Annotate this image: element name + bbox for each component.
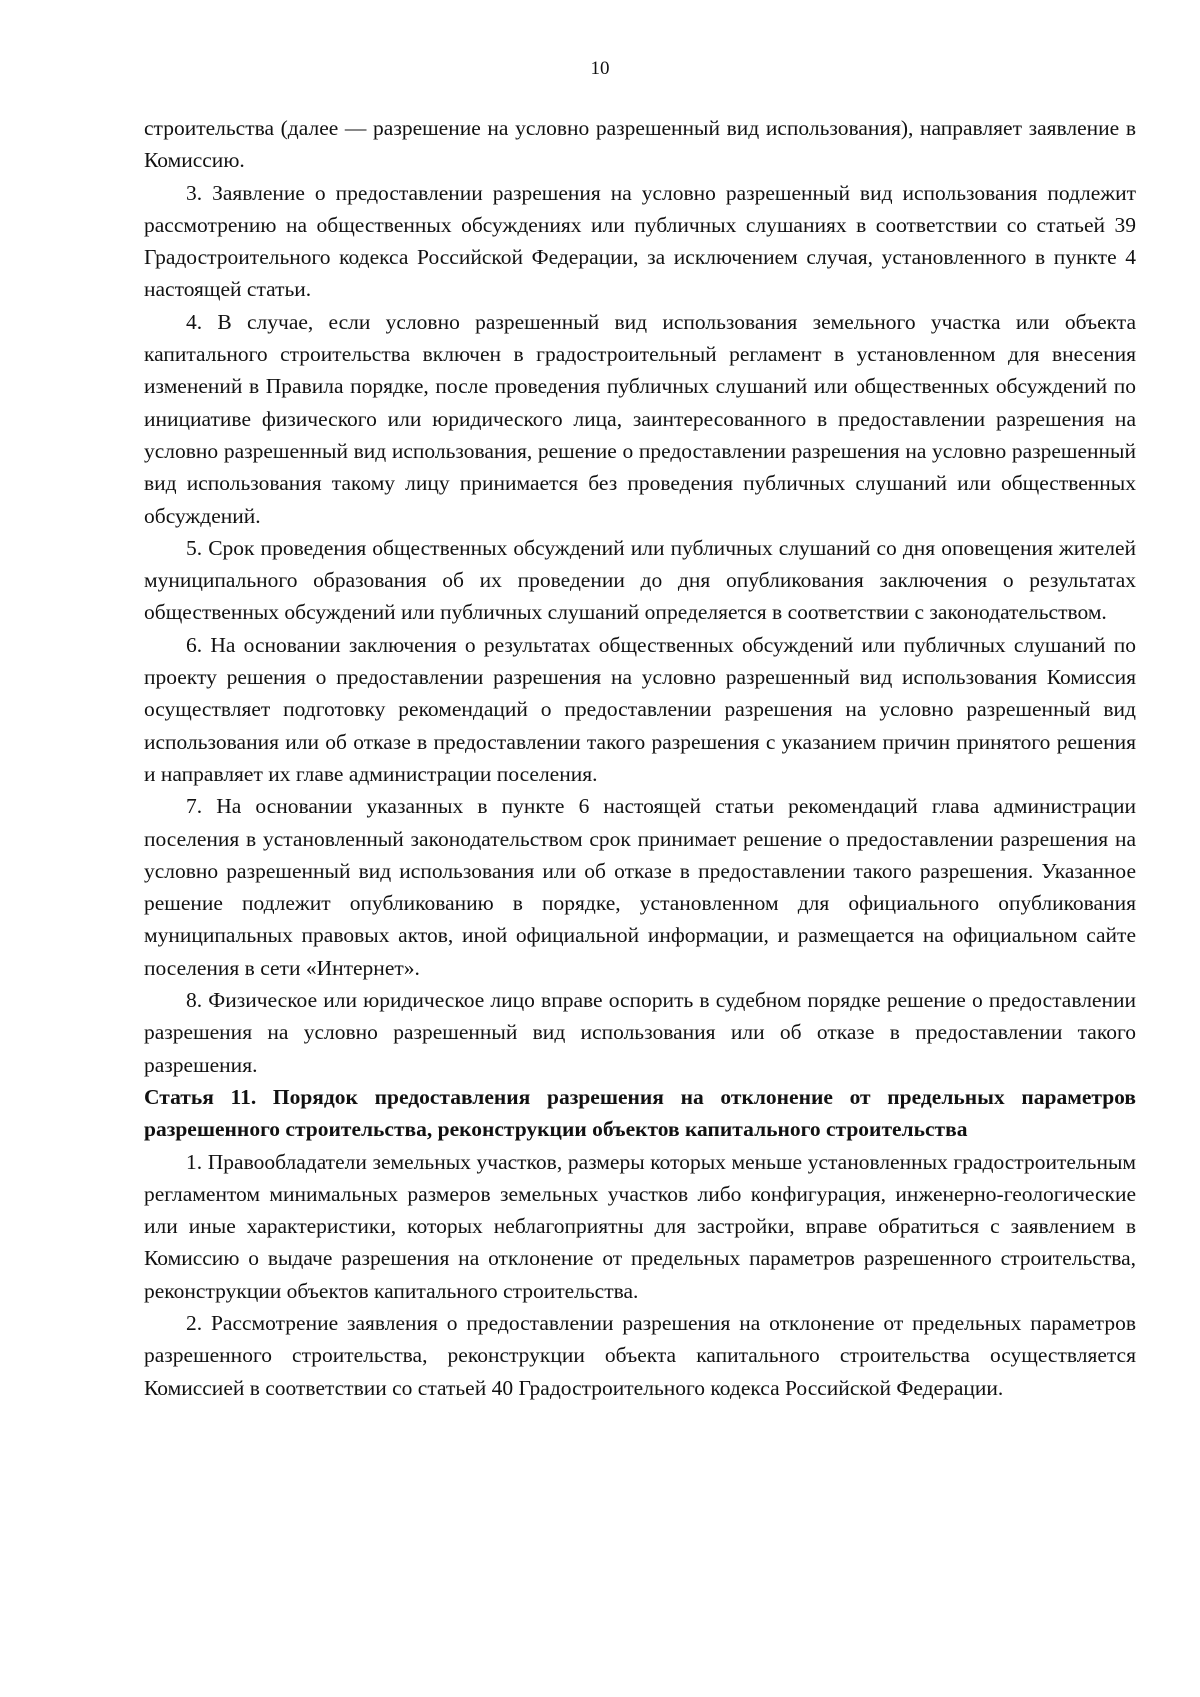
paragraph-item-8: 8. Физическое или юридическое лицо вправе оспорить в судебном порядке решение о предоставлении разрешения на условно разрешенный вид использования или об отказе в предоставлении такого разрешения. bbox=[144, 988, 1136, 1077]
document-body bbox=[144, 112, 1136, 1404]
page-number: 10 bbox=[590, 58, 610, 79]
paragraph-item-3: 3. Заявление о предоставлении разрешения на условно разрешенный вид использования подлежит рассмотрению на общественных обсуждениях или публичных слушаниях в соответствии со статьей 39 Градостроительного кодекса Российской Федерации, за исключением случая, установленного в пункте 4 настоящей статьи. bbox=[144, 180, 1136, 302]
paragraph-continuation: строительства (далее — разрешение на условно разрешенный вид использования), направляет заявление в Комиссию. bbox=[144, 116, 1136, 173]
paragraph-item-4: 4. В случае, если условно разрешенный вид использования земельного участка или объекта капитального строительства включен в градостроительный регламент в установленном для внесения изменений в Правила порядке, после проведения публичных слушаний или общественных обсуждений по инициативе физического или юридического лица, заинтересованного в предоставлении разрешения на условно разрешенный вид использования, решение о предоставлении разрешения на условно разрешенный вид использования такому лицу принимается без проведения публичных слушаний или общественных обсуждений. bbox=[144, 309, 1136, 528]
paragraph-item-5: 5. Срок проведения общественных обсуждений или публичных слушаний со дня оповещения жителей муниципального образования об их проведении до дня опубликования заключения о результатах общественных обсуждений или публичных слушаний определяется в соответствии с законодательством. bbox=[144, 535, 1136, 625]
paragraph-item-7: 7. На основании указанных в пункте 6 настоящей статьи рекомендаций глава администрации поселения в установленный законодательством срок принимает решение о предоставлении разрешения на условно разрешенный вид использования или об отказе в предоставлении такого разрешения. Указанное решение подлежит опубликованию в порядке, установленном для официального опубликования муниципальных правовых актов, иной официальной информации, и размещается на официальном сайте поселения в сети «Интернет». bbox=[144, 794, 1136, 980]
article-11-heading: Статья 11. Порядок предоставления разрешения на отклонение от предельных параметров разрешенного строительства, реконструкции объектов капитального строительства bbox=[144, 1084, 1136, 1142]
article-11-paragraph-1: 1. Правообладатели земельных участков, размеры которых меньше установленных градостроительным регламентом минимальных размеров земельных участков либо конфигурация, инженерно-геологические или иные характеристики, которых неблагоприятны для застройки, вправе обратиться с заявлением в Комиссию о выдаче разрешения на отклонение от предельных параметров разрешенного строительства, реконструкции объектов капитального строительства. bbox=[144, 1149, 1136, 1303]
article-11-paragraph-2: 2. Рассмотрение заявления о предоставлении разрешения на отклонение от предельных параметров разрешенного строительства, реконструкции объекта капитального строительства осуществляется Комиссией в соответствии со статьей 40 Градостроительного кодекса Российской Федерации. bbox=[144, 1310, 1136, 1400]
paragraph-item-6: 6. На основании заключения о результатах общественных обсуждений или публичных слушаний по проекту решения о предоставлении разрешения на условно разрешенный вид использования Комиссия осуществляет подготовку рекомендаций о предоставлении разрешения на условно разрешенный вид использования или об отказе в предоставлении такого разрешения с указанием причин принятого решения и направляет их главе администрации поселения. bbox=[144, 632, 1136, 786]
